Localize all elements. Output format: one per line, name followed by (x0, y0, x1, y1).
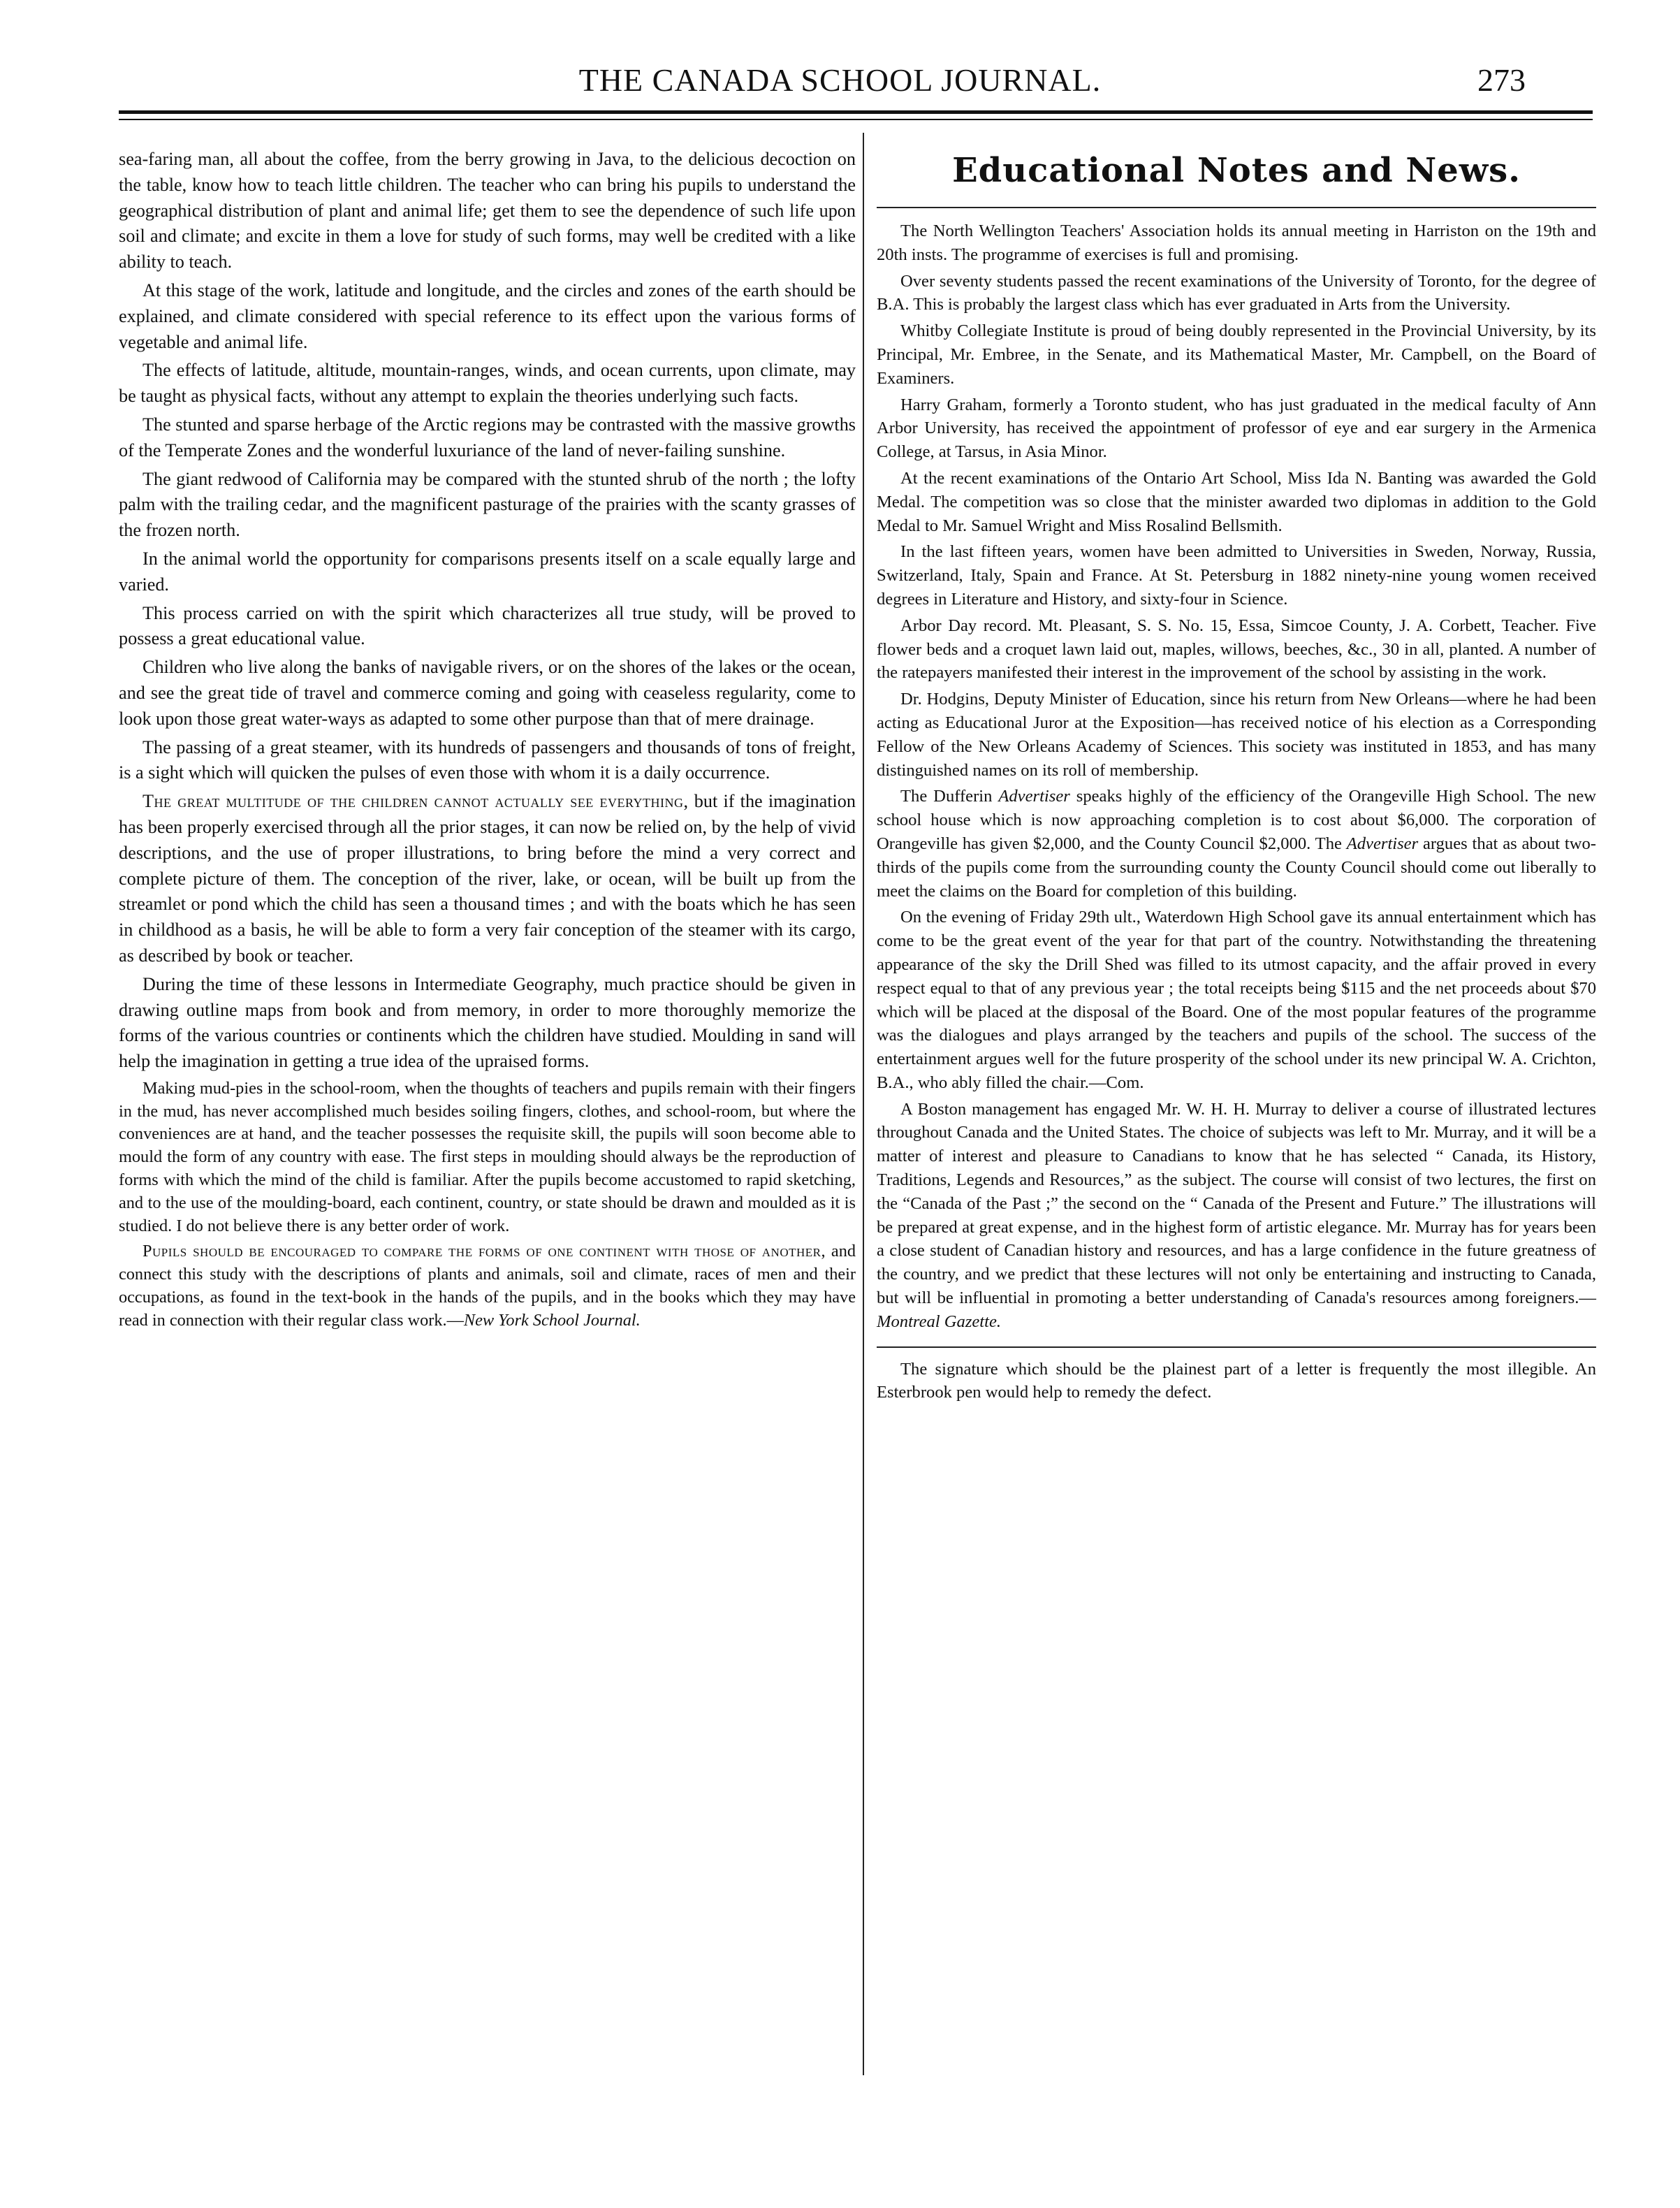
newspaper-name: Advertiser (998, 787, 1070, 806)
paragraph (119, 1240, 856, 1332)
news-text: argues that as about two-thirds of the pupils come from the surrounding county the County Council should come out liberally to meet the claims on the Board for completion of this building. (877, 834, 1596, 901)
section-heading-rule (877, 207, 1596, 208)
paragraph-lead: Pupils should be encouraged to compare the forms of one continent with those of another, (143, 1242, 826, 1261)
paragraph: During the time of these lessons in Intermediate Geography, much practice should be given in drawing outline maps from book and from memory, in order to more thoroughly memorize the forms of the various countries or continents which the children have studied. Moulding in sand will help the imagination in getting a true idea of the upraised forms. (119, 973, 856, 1072)
news-item: The North Wellington Teachers' Association holds its annual meeting in Harriston on the 19th and 20th insts. The programme of exercises is full and promising. (877, 221, 1596, 264)
news-item: Dr. Hodgins, Deputy Minister of Education, since his return from New Orleans—where he had been acting as Educational Juror at the Exposition—has received notice of his election as a Corresponding Fellow of the New Orleans Academy of Sciences. This society was instituted in 1853, and has many distinguished names on its roll of membership. (877, 690, 1596, 780)
news-item: On the evening of Friday 29th ult., Waterdown High School gave its annual entertainment which has come to be the great event of the year for that part of the country. Notwithstanding the threatening appearance of the sky the Drill Shed was filled to its utmost capacity, and the affair proved in every respect equal to that of any previous year ; the total receipts being $115 and the net proceeds about $70 which will be placed at the disposal of the Board. One of the most popular features of the programme was the dialogues and plays arranged by the teachers and pupils of the school. The success of the entertainment argues well for the future prosperity of the school under its new principal W. A. Crichton, B.A., who ably filled the chair.—Com. (877, 908, 1596, 1092)
news-item: Whitby Collegiate Institute is proud of being doubly represented in the Provincial University, by its Principal, Mr. Embree, in the Senate, and its Mathematical Master, Mr. Campbell, on the Board of Examiners. (877, 321, 1596, 388)
news-item: Arbor Day record. Mt. Pleasant, S. S. No. 15, Essa, Simcoe County, J. A. Corbett, Teacher. Five flower beds and a croquet lawn laid out, maples, willows, beeches, &c., 30 in all, planted. A number of the ratepayers manifested their interest in the improvement of the school by assisting in the work. (877, 616, 1596, 683)
source-citation: Montreal Gazette. (877, 1312, 1002, 1331)
paragraph: The passing of a great steamer, with its hundreds of passengers and thousands of tons of freight, is a sight which will quicken the pulses of even those with whom it is a daily occurrence. (119, 736, 856, 783)
source-citation: New York School Journal. (463, 1310, 641, 1330)
news-item (877, 1098, 1596, 1334)
newspaper-name: Advertiser (1346, 834, 1419, 853)
header-rule-thin (119, 119, 1593, 120)
page-number: 273 (1477, 62, 1526, 98)
news-item: Harry Graham, formerly a Toronto student, who has just graduated in the medical faculty of Ann Arbor University, has received the appointment of professor of eye and ear surgery in the Armenica College, at Tarsus, in Asia Minor. (877, 395, 1596, 462)
news-item: The signature which should be the plainest part of a letter is frequently the most illegible. An Esterbrook pen would help to remedy the defect. (877, 1359, 1596, 1402)
paragraph: sea-faring man, all about the coffee, from the berry growing in Java, to the delicious decoction on the table, know how to teach little children. The teacher who can bring his pupils to understand the geographical distribution of plant and animal life; get them to see the dependence of such life upon soil and climate; and excite in them a love for study of such forms, may well be credited with a like ability to teach. (119, 149, 856, 273)
news-item: At the recent examinations of the Ontario Art School, Miss Ida N. Banting was awarded the Gold Medal. The competition was so close that the minister awarded two diplomas in addition to the Gold Medal to Mr. Samuel Wright and Miss Rosalind Bellsmith. (877, 468, 1596, 535)
paragraph (119, 789, 856, 969)
right-column (877, 147, 1596, 1404)
paragraph: This process carried on with the spirit which characterizes all true study, will be proved to possess a great educational value. (119, 602, 856, 649)
paragraph: The stunted and sparse herbage of the Arctic regions may be contrasted with the massive growths of the Temperate Zones and the wonderful luxuriance of the land of never-failing sunshine. (119, 414, 856, 460)
section-heading: Educational Notes and News. (952, 151, 1521, 190)
news-item: In the last fifteen years, women have been admitted to Universities in Sweden, Norway, Russia, Switzerland, Italy, Spain and France. At St. Petersburg in 1882 ninety-nine young women received degrees in Literature and History, and sixty-four in Science. (877, 542, 1596, 609)
news-item (877, 785, 1596, 903)
news-text: The Dufferin (900, 787, 999, 806)
paragraph: At this stage of the work, latitude and longitude, and the circles and zones of the earth should be explained, and climate considered with special reference to its effect upon the various forms of vegetable and animal life. (119, 279, 856, 352)
paragraph: Making mud-pies in the school-room, when the thoughts of teachers and pupils remain with their fingers in the mud, has never accomplished much besides soiling fingers, clothes, and school-room, but where the conveniences are at hand, and the teacher possesses the requisite skill, the pupils will soon become able to mould the form of any country with ease. The first steps in moulding should always be the reproduction of forms with which the mind of the child is familiar. After the pupils become accustomed to rapid sketching, and to the use of the moulding-board, each continent, country, or state should be drawn and moulded as it is studied. I do not believe there is any better order of work. (119, 1078, 856, 1235)
paragraph: The effects of latitude, altitude, mountain-ranges, winds, and ocean currents, upon climate, may be taught as physical facts, without any attempt to explain the theories underlying such facts. (119, 360, 856, 407)
news-text: speaks highly of the efficiency of the Orangeville High School. The new school house which is now approaching completion is to cost about $6,000. The corporation of Orangeville has given $2,000, and the County Council $2,000. The (877, 787, 1596, 853)
paragraph: In the animal world the opportunity for comparisons presents itself on a scale equally large and varied. (119, 548, 856, 595)
journal-title: THE CANADA SCHOOL JOURNAL. (578, 62, 1102, 98)
news-text: A Boston management has engaged Mr. W. H. H. Murray to deliver a course of illustrated lectures throughout Canada and the United States. The choice of subjects was left to Mr. Murray, and it will be a matter of interest and pleasure to Canadians to know that he has selected “ Canada, its History, Traditions, Legends and Resources,” as the subject. The course will consist of two lectures, the first on the “Canada of the Past ;” the second on the “ Canada of the Present and Future.” The illustrations will be prepared at great expense, and in the highest form of artistic elegance. Mr. Murray has for years been a close student of Canadian history and resources, and has a large confidence in the future greatness of the country, and we predict that these lectures will not only be entertaining and instructing to Canada, but will be influential in promoting a better understanding of Canada's resources among foreigners.— (877, 1099, 1596, 1308)
paragraph-lead: The great multitude of the children cannot actually see everything, (143, 791, 689, 812)
paragraph-body: and connect this study with the descriptions of plants and animals, soil and climate, races of men and their occupations, as found in the text-book in the hands of the pupils, and in the books which they may have read in connection with their regular class work.— (119, 1242, 856, 1330)
paragraph-body: but if the imagination has been properly exercised through all the prior stages, it can now be relied on, by the help of vivid descriptions, and the use of proper illustrations, to bring before the mind a very correct and complete picture of them. The conception of the river, lake, or ocean, will be built up from the streamlet or pond which the child has seen a thousand times ; and with the boats which he has seen in childhood as a basis, he will be able to form a very fair conception of the steamer with its cargo, as described by book or teacher. (119, 791, 856, 966)
column-divider (863, 133, 864, 2075)
paragraph: Children who live along the banks of navigable rivers, or on the shores of the lakes or the ocean, and see the great tide of travel and commerce coming and going with ceaseless regularity, come to look upon those great water-ways as adapted to some other purpose than that of mere drainage. (119, 657, 856, 729)
paragraph: The giant redwood of California may be compared with the stunted shrub of the north ; the lofty palm with the trailing cedar, and the magnificent pasturage of the prairies with the scanty grasses of the frozen north. (119, 468, 856, 541)
header-rule-thick (119, 110, 1593, 114)
note-separator-rule (877, 1346, 1596, 1348)
news-item: Over seventy students passed the recent examinations of the University of Toronto, for the degree of B.A. This is probably the largest class which has ever graduated in Arts from the University. (877, 271, 1596, 314)
left-column (119, 147, 856, 1332)
